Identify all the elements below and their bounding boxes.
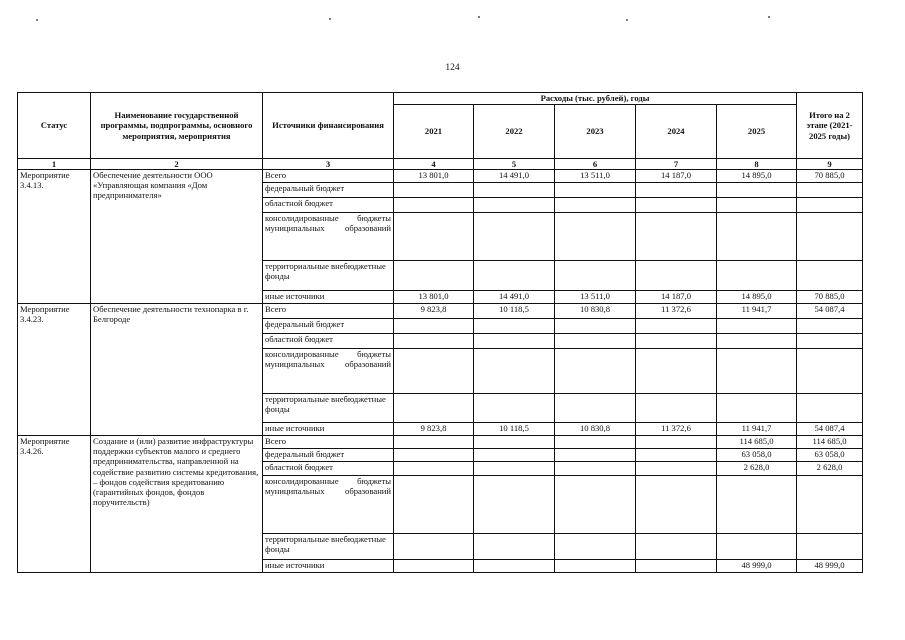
total-value — [797, 319, 863, 334]
event-status: Мероприятие 3.4.23. — [18, 304, 91, 436]
total-value — [797, 198, 863, 213]
total-value: 2 628,0 — [797, 462, 863, 476]
year-value — [474, 534, 555, 560]
funding-source: консолидированные бюджеты муниципальных образований — [263, 349, 394, 394]
year-value — [717, 349, 797, 394]
year-value — [394, 213, 474, 261]
year-value — [394, 534, 474, 560]
year-value: 14 895,0 — [717, 170, 797, 183]
year-value — [636, 560, 717, 573]
year-value — [394, 476, 474, 534]
year-value — [394, 319, 474, 334]
year-value — [555, 198, 636, 213]
year-value — [555, 213, 636, 261]
total-value — [797, 183, 863, 198]
year-value: 13 511,0 — [555, 291, 636, 304]
year-value — [474, 319, 555, 334]
header-year: 2021 — [394, 105, 474, 159]
year-value — [394, 198, 474, 213]
funding-source: иные источники — [263, 291, 394, 304]
funding-source: территориальные внебюджетные фонды — [263, 261, 394, 291]
funding-source: федеральный бюджет — [263, 183, 394, 198]
column-number: 3 — [263, 159, 394, 170]
year-value — [636, 449, 717, 462]
year-value — [474, 449, 555, 462]
year-value — [636, 261, 717, 291]
funding-source: консолидированные бюджеты муниципальных образований — [263, 213, 394, 261]
funding-source: областной бюджет — [263, 462, 394, 476]
header-sources: Источники финансирования — [263, 93, 394, 159]
year-value — [717, 476, 797, 534]
column-number-row — [18, 159, 863, 170]
total-value — [797, 261, 863, 291]
funding-source: иные источники — [263, 423, 394, 436]
year-value — [394, 394, 474, 423]
year-value — [555, 349, 636, 394]
header-total: Итого на 2 этапе (2021-2025 годы) — [797, 93, 863, 159]
funding-source: Всего — [263, 436, 394, 449]
year-value — [717, 213, 797, 261]
header-name: Наименование государственной программы, подпрограммы, основного мероприятия, мероприятия — [91, 93, 263, 159]
year-value — [555, 334, 636, 349]
event-name: Обеспечение деятельности технопарка в г. Белгороде — [91, 304, 263, 436]
year-value — [474, 198, 555, 213]
year-value — [474, 560, 555, 573]
year-value: 14 187,0 — [636, 291, 717, 304]
year-value — [474, 436, 555, 449]
year-value — [717, 334, 797, 349]
year-value: 9 823,8 — [394, 423, 474, 436]
total-value — [797, 534, 863, 560]
year-value — [636, 436, 717, 449]
header-status: Статус — [18, 93, 91, 159]
column-number: 5 — [474, 159, 555, 170]
total-value — [797, 394, 863, 423]
column-number: 7 — [636, 159, 717, 170]
year-value — [555, 261, 636, 291]
year-value: 10 830,8 — [555, 423, 636, 436]
year-value: 14 187,0 — [636, 170, 717, 183]
funding-source: территориальные внебюджетные фонды — [263, 534, 394, 560]
scan-speck — [768, 16, 770, 18]
year-value: 10 118,5 — [474, 304, 555, 319]
column-number: 4 — [394, 159, 474, 170]
year-value — [717, 183, 797, 198]
column-number: 8 — [717, 159, 797, 170]
year-value: 13 511,0 — [555, 170, 636, 183]
year-value: 11 372,6 — [636, 423, 717, 436]
funding-source: иные источники — [263, 560, 394, 573]
year-value: 11 941,7 — [717, 304, 797, 319]
total-value: 70 885,0 — [797, 170, 863, 183]
year-value — [717, 261, 797, 291]
column-number: 2 — [91, 159, 263, 170]
header-year: 2023 — [555, 105, 636, 159]
year-value: 11 941,7 — [717, 423, 797, 436]
year-value: 14 491,0 — [474, 170, 555, 183]
budget-table — [17, 92, 863, 573]
year-value — [717, 198, 797, 213]
year-value — [555, 436, 636, 449]
funding-source: территориальные внебюджетные фонды — [263, 394, 394, 423]
year-value — [717, 319, 797, 334]
funding-source: областной бюджет — [263, 198, 394, 213]
year-value — [636, 394, 717, 423]
year-value — [555, 534, 636, 560]
year-value — [474, 334, 555, 349]
total-value — [797, 334, 863, 349]
total-value — [797, 213, 863, 261]
header-year: 2022 — [474, 105, 555, 159]
year-value — [394, 462, 474, 476]
total-value: 54 087,4 — [797, 423, 863, 436]
event-status: Мероприятие 3.4.13. — [18, 170, 91, 304]
year-value — [474, 476, 555, 534]
year-value: 14 895,0 — [717, 291, 797, 304]
header-year: 2025 — [717, 105, 797, 159]
year-value: 10 118,5 — [474, 423, 555, 436]
total-value — [797, 349, 863, 394]
total-value: 70 885,0 — [797, 291, 863, 304]
header-year: 2024 — [636, 105, 717, 159]
year-value: 10 830,8 — [555, 304, 636, 319]
scan-speck — [626, 19, 628, 21]
year-value: 13 801,0 — [394, 291, 474, 304]
year-value: 11 372,6 — [636, 304, 717, 319]
year-value — [636, 534, 717, 560]
funding-source: консолидированные бюджеты муниципальных образований — [263, 476, 394, 534]
year-value — [636, 183, 717, 198]
year-value — [394, 560, 474, 573]
year-value — [717, 534, 797, 560]
column-number: 9 — [797, 159, 863, 170]
table-row — [18, 436, 863, 449]
funding-source: федеральный бюджет — [263, 319, 394, 334]
column-number: 6 — [555, 159, 636, 170]
funding-source: Всего — [263, 170, 394, 183]
event-name: Создание и (или) развитие инфраструктуры поддержки субъектов малого и среднего предпринимательства, направленной на содействие развитию системы кредитования, – фондов содействия кредитованию (гарантийных фондов, фондов поручительств) — [91, 436, 263, 573]
column-number: 1 — [18, 159, 91, 170]
year-value — [636, 198, 717, 213]
total-value: 48 999,0 — [797, 560, 863, 573]
funding-source: федеральный бюджет — [263, 449, 394, 462]
year-value — [394, 183, 474, 198]
year-value — [474, 183, 555, 198]
header-expenses: Расходы (тыс. рублей), годы — [394, 93, 797, 105]
year-value — [636, 213, 717, 261]
year-value — [636, 476, 717, 534]
year-value: 114 685,0 — [717, 436, 797, 449]
year-value: 63 058,0 — [717, 449, 797, 462]
year-value: 9 823,8 — [394, 304, 474, 319]
total-value — [797, 476, 863, 534]
year-value — [636, 334, 717, 349]
year-value — [474, 462, 555, 476]
year-value — [474, 394, 555, 423]
funding-source: Всего — [263, 304, 394, 319]
year-value — [636, 462, 717, 476]
funding-source: областной бюджет — [263, 334, 394, 349]
year-value — [394, 349, 474, 394]
year-value — [394, 436, 474, 449]
year-value — [394, 449, 474, 462]
year-value — [474, 349, 555, 394]
year-value — [555, 319, 636, 334]
year-value — [555, 449, 636, 462]
year-value — [394, 261, 474, 291]
year-value: 13 801,0 — [394, 170, 474, 183]
total-value: 63 058,0 — [797, 449, 863, 462]
event-name: Обеспечение деятельности ООО «Управляющая компания «Дом предпринимателя» — [91, 170, 263, 304]
year-value — [394, 334, 474, 349]
total-value: 54 087,4 — [797, 304, 863, 319]
table-row — [18, 170, 863, 183]
scan-speck — [478, 16, 480, 18]
scan-speck — [329, 18, 331, 20]
year-value — [555, 394, 636, 423]
page-number: 124 — [445, 63, 460, 73]
table-row — [18, 304, 863, 319]
year-value — [555, 183, 636, 198]
year-value — [555, 462, 636, 476]
year-value — [555, 560, 636, 573]
year-value: 2 628,0 — [717, 462, 797, 476]
scan-speck — [36, 19, 38, 21]
year-value: 48 999,0 — [717, 560, 797, 573]
year-value — [474, 213, 555, 261]
year-value: 14 491,0 — [474, 291, 555, 304]
year-value — [636, 349, 717, 394]
total-value: 114 685,0 — [797, 436, 863, 449]
event-status: Мероприятие 3.4.26. — [18, 436, 91, 573]
year-value — [474, 261, 555, 291]
year-value — [636, 319, 717, 334]
year-value — [555, 476, 636, 534]
year-value — [717, 394, 797, 423]
